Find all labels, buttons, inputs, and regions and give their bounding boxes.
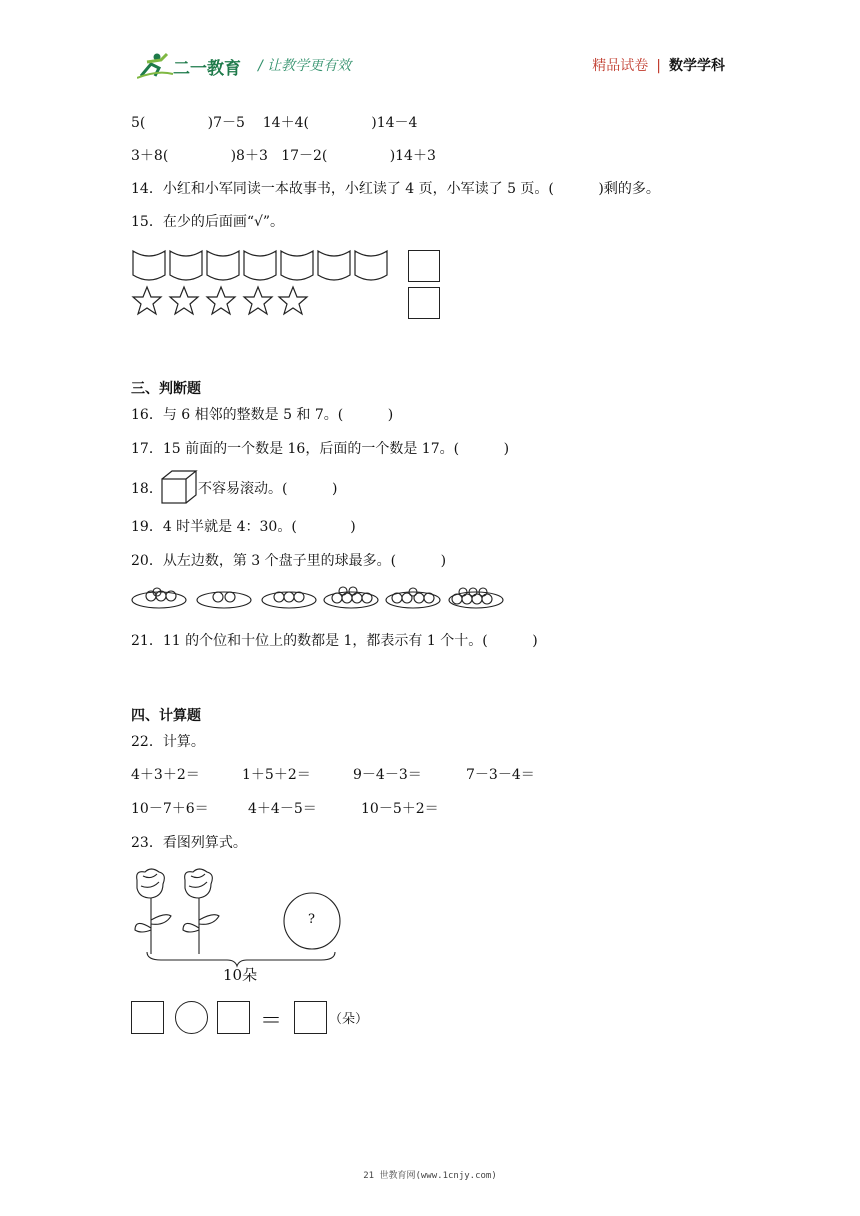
calc-item: 4＋3＋2＝: [131, 767, 200, 783]
plate-icon: [324, 587, 378, 608]
header-divider: |: [656, 58, 661, 74]
calc-item: 9－4－3＝: [353, 767, 422, 783]
plate-icon: [262, 592, 316, 608]
compare-line-1: 5( )7－5 14＋4( )14－4: [131, 115, 418, 131]
flags-row: [131, 247, 391, 281]
compare-line-2: 3＋8( )8＋3 17－2( )14＋3: [131, 148, 436, 164]
header-right: [592, 55, 725, 75]
calc-item: 10－7＋6＝: [131, 801, 209, 817]
question-20: 20．从左边数，第 3 个盘子里的球最多。( ): [131, 553, 447, 569]
question-23: 23．看图列算式。: [131, 835, 247, 851]
flag-icon: [133, 251, 387, 280]
question-19: 19．4 时半就是 4：30。( ): [131, 519, 356, 535]
question-14: 14．小红和小军同读一本故事书，小红读了 4 页，小军读了 5 页。( )剩的多。: [131, 181, 660, 197]
question-22: 22．计算。: [131, 734, 205, 750]
answer-box[interactable]: [131, 1001, 164, 1034]
answer-box[interactable]: [294, 1001, 327, 1034]
answer-box[interactable]: [217, 1001, 250, 1034]
plate-icon: [197, 592, 251, 608]
footer: 21 世教育网(www.1cnjy.com): [363, 1171, 497, 1181]
calc-item: 7－3－4＝: [466, 767, 535, 783]
calc-item: 10－5＋2＝: [361, 801, 439, 817]
question-17: 17．15 前面的一个数是 16，后面的一个数是 17。( ): [131, 441, 510, 457]
section-3-title: 三、判断题: [131, 381, 201, 397]
calc-item: 4＋4－5＝: [248, 801, 317, 817]
logo-text: 二一教育: [173, 59, 241, 79]
section-4-title: 四、计算题: [131, 708, 201, 724]
unit-label: （朵）: [329, 1012, 369, 1027]
question-mark: ?: [308, 912, 315, 927]
answer-box-flags[interactable]: [408, 250, 440, 282]
question-16: 16．与 6 相邻的整数是 5 和 7。( ): [131, 407, 394, 423]
equals-sign: ＝: [260, 1009, 283, 1034]
cube-icon: [160, 469, 198, 505]
roses-picture: [131, 868, 351, 968]
question-18-number: 18．: [131, 481, 163, 497]
total-label: 10朵: [223, 966, 258, 984]
calc-item: 1＋5＋2＝: [242, 767, 311, 783]
plates-row: [131, 584, 511, 614]
logo: [137, 50, 252, 84]
answer-box-stars[interactable]: [408, 287, 440, 319]
star-icon: [133, 287, 307, 314]
header-tag: 精品试卷: [592, 58, 649, 74]
rose-icon: [183, 869, 219, 954]
question-18-text: 不容易滚动。( ): [198, 481, 338, 497]
operator-circle[interactable]: [175, 1001, 208, 1034]
header-subject: 数学学科: [669, 58, 725, 74]
question-21: 21．11 的个位和十位上的数都是 1，都表示有 1 个十。( ): [131, 633, 538, 649]
question-15: 15．在少的后面画“√”。: [131, 214, 285, 230]
plate-icon: [132, 588, 186, 608]
rose-icon: [135, 869, 171, 954]
slogan: / 让教学更有效: [258, 58, 352, 74]
plate-icon: [386, 588, 440, 608]
plate-icon: [449, 588, 503, 608]
stars-row: [131, 285, 311, 317]
